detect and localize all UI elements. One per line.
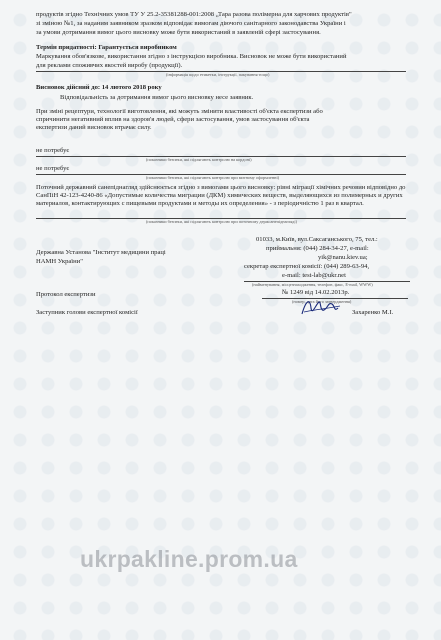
signatory-name: Захаренко М.І.	[352, 309, 394, 316]
labeling-text-1: Маркування обов'язкове, використання згідно з інструкцією виробника. Висновок не може бути використаний	[36, 53, 347, 60]
border-control-caption: (показники безпеки, які підлягають контролю на кордоні)	[146, 157, 252, 162]
header-line-2: зі зміною №1, за наданим заявником зразком відповідає вимогам діючого санітарного законодавства України і	[36, 20, 346, 27]
handwritten-signature	[298, 294, 344, 322]
border-control-value: не потребує	[36, 147, 70, 154]
signatory-position: Заступник голови експертної комісії	[36, 309, 138, 316]
labeling-text-2: для реклами споживчих якостей виробу (продукції).	[36, 62, 183, 69]
labeling-caption: (інформація щодо етикетки, інструкції, пакування тощо)	[166, 72, 270, 77]
responsibility-text: Відповідальність за дотримання вимог цього висновку несе заявник.	[60, 94, 254, 101]
address-line-4: секретар експертної комісії: (044) 289-63-94,	[244, 263, 370, 270]
change-warning-paragraph: При зміні рецептури, технології виготовлення, які можуть змінити властивості об'єкта експертизи або спричинити негативний вплив на здоров'я людей, сфери застосування, умов застосування об'єкта експертизи даний висновок втрачає силу.	[36, 108, 323, 132]
protocol-number: № 1249 від 14.02.2013р.	[282, 289, 350, 296]
address-line-1: 01033, м.Київ, вул.Саксаганського, 75, тел.:	[256, 236, 378, 243]
institution-name-1: Державна Установа "Інститут медицини праці	[36, 249, 166, 256]
protocol-label: Протокол експертизи	[36, 291, 96, 298]
watermark: ukrpakline.prom.ua	[80, 546, 298, 572]
address-line-5: e-mail: test-lab@ukr.net	[282, 272, 346, 279]
customs-value: не потребує	[36, 165, 70, 172]
supervision-paragraph: Поточний державний санепіднагляд здійснюється згідно з вимогами цього висновку: рівні міграції хімічних речовин відповідно до СанПіН 42-123-4240-86 «Допустимые количества миграции (ДКМ) химических веществ, выделяющихся из полимерных и других материалов, контактирующих с пищевыми продуктами и методы их определения» - з періодичністю 1 раз в квартал.	[36, 184, 406, 208]
header-line-3: за умови дотримання вимог цього висновку може бути використаний в заявленій сфері застосування.	[36, 29, 321, 36]
address-caption: (найменування, місцезнаходження, телефон, факс, E-mail, WWW)	[252, 282, 373, 287]
validity-heading: Висновок дійсний до: 14 лютого 2018 року	[36, 84, 162, 91]
address-line-3: yik@nanu.kiev.ua;	[318, 254, 368, 261]
header-line-1: продуктів згідно Технічних умов ТУ У 25.2-35381288-001:2008 „Тара разова полімерна для харчових продуктів"	[36, 11, 352, 18]
address-line-2: приймальня: (044) 284-34-27, e-mail:	[266, 245, 369, 252]
shelf-life-heading: Термін придатності: Гарантується виробником	[36, 44, 177, 51]
institution-name-2: НАМН України"	[36, 258, 83, 265]
customs-caption: (показники безпеки, які підлягають контролю при митному оформленні)	[146, 175, 280, 180]
protocol-caption: (номер, дата його затвердження)	[292, 299, 352, 304]
supervision-caption: (показники безпеки, які підлягають контролю при поточному держсанепіднагляді)	[146, 219, 297, 224]
